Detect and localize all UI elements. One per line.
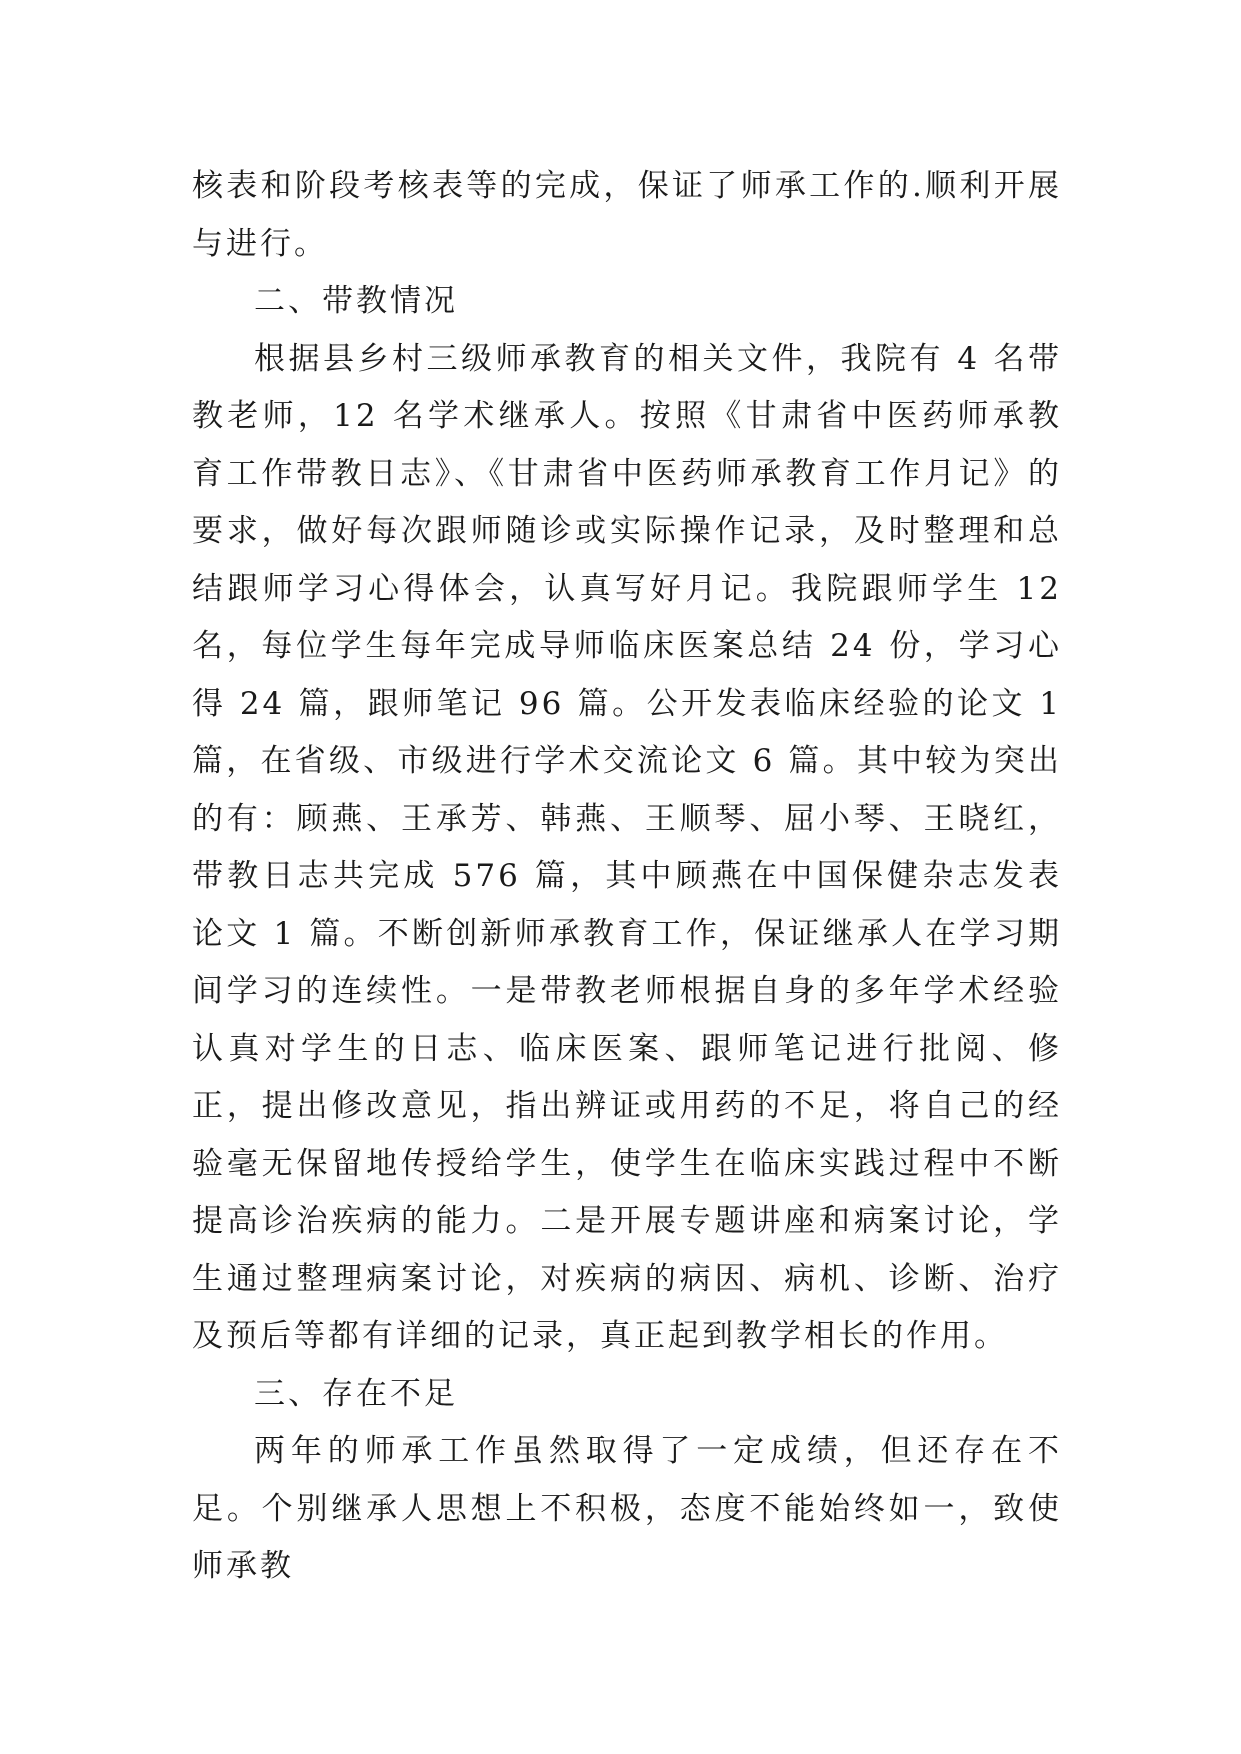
section-heading-shortcomings: 三、存在不足 [254,1375,458,1412]
section-heading-teaching: 二、带教情况 [254,283,458,319]
paragraph-continuation: 核表和阶段考核表等的完成，保证了师承工作的.顺利开展与进行。 [192,168,1062,262]
document-page [192,158,1062,1596]
paragraph-teaching-details: 根据县乡村三级师承教育的相关文件，我院有 4 名带教老师，12 名学术继承人。按照《甘肃省中医药师承教育工作带教日志》、《甘肃省中医药师承教育工作月记》的要求，做好每次跟师随诊或实际操作记录，及时整理和总结跟师学习心得体会，认真写好月记。我院跟师学生 12 名，每位学生每年完成导师临床医案总结 24 份，学习心得 24 篇，跟师笔记 96 篇。公开发表临床经验的论文 1 篇，在省级、市级进行学术交流论文 6 篇。其中较为突出的有：顾燕、王承芳、韩燕、王顺琴、屈小琴、王晓红，带教日志共完成 576 篇，其中顾燕在中国保健杂志发表论文 1 篇。不断创新师承教育工作，保证继承人在学习期间学习的连续性。一是带教老师根据自身的多年学术经验认真对学生的日志、临床医案、跟师笔记进行批阅、修正，提出修改意见，指出辨证或用药的不足，将自己的经验毫无保留地传授给学生，使学生在临床实践过程中不断提高诊治疾病的能力。二是开展专题讲座和病案讨论，学生通过整理病案讨论，对疾病的病因、病机、诊断、治疗及预后等都有详细的记录，真正起到教学相长的作用。 [192,340,1062,1354]
paragraph-shortcomings: 两年的师承工作虽然取得了一定成绩，但还存在不足。个别继承人思想上不积极，态度不能始终如一，致使师承教 [192,1433,1062,1584]
